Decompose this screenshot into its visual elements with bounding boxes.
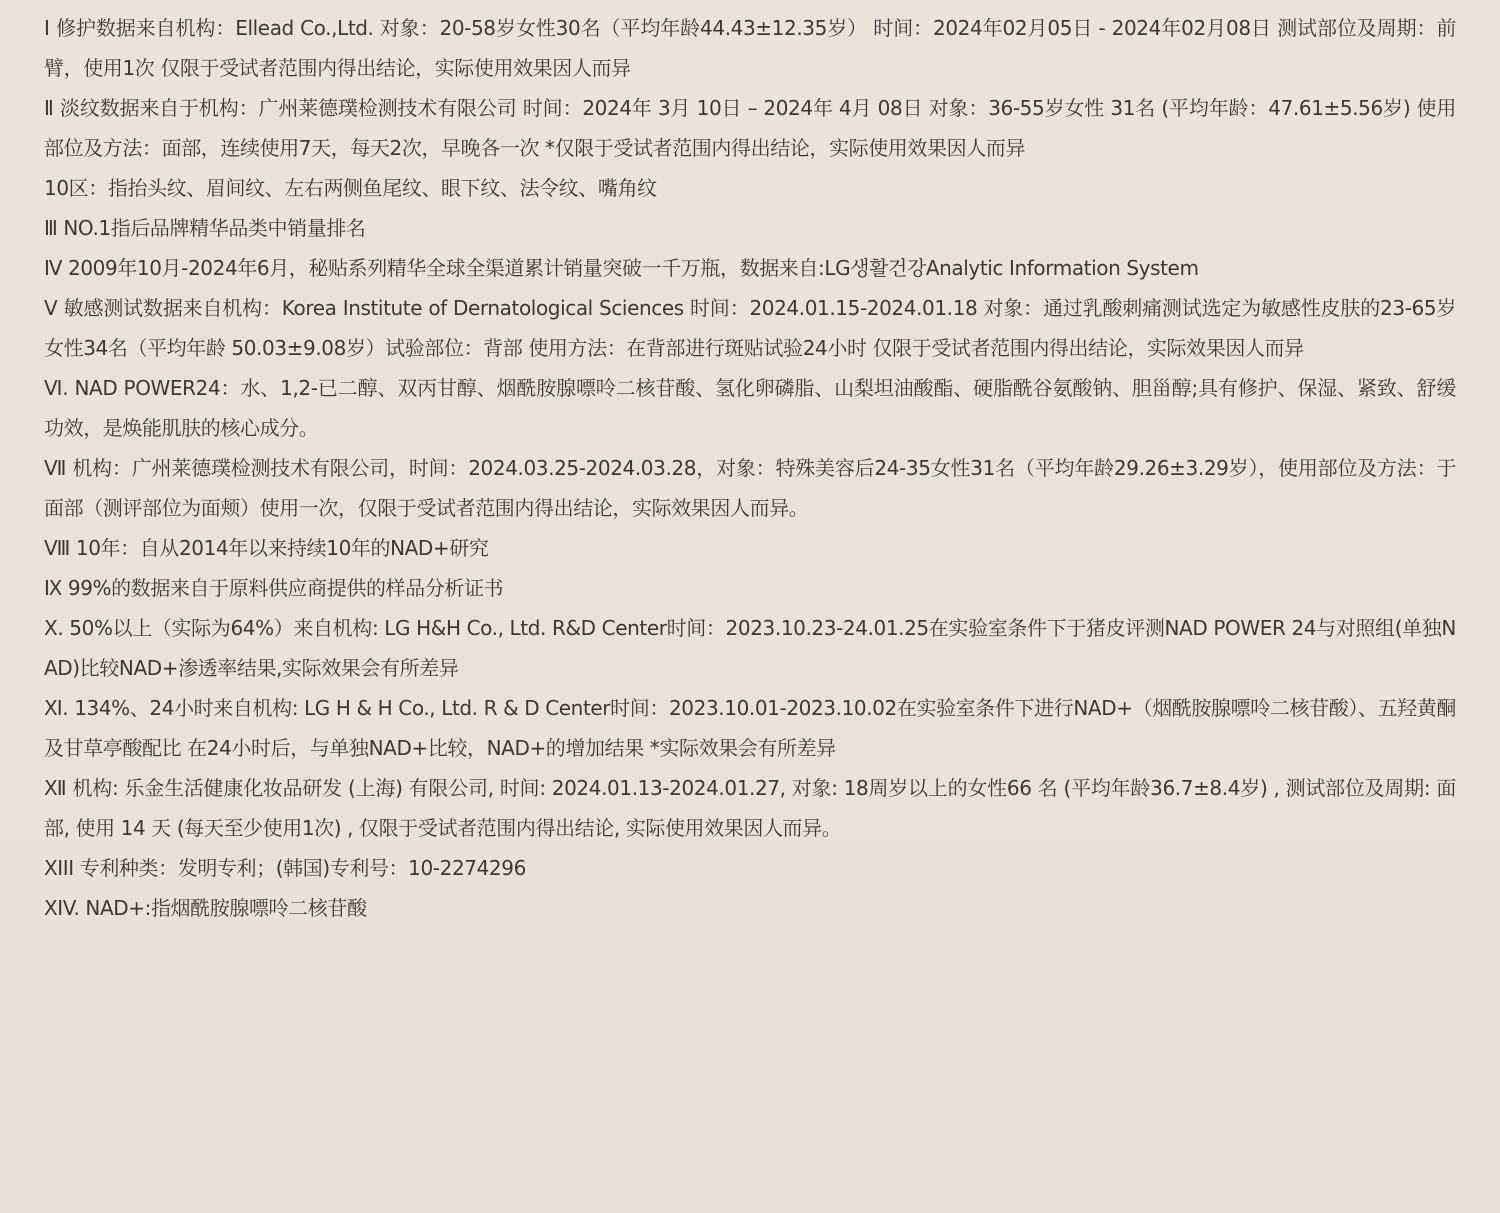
footnote-item: Ⅺ. 134%、24小时来自机构: LG H & H Co., Ltd. R & D Center时间：2023.10.01-2023.10.02在实验室条件下进行NAD+（烟酰胺腺嘌呤二核苷酸）、五羟黄酮及甘草亭酸配比 在24小时后，与单独NAD+比较，NAD+的增加结果 *实际效果会有所差异 — [44, 696, 1456, 760]
footnote-list — [44, 8, 1456, 928]
footnote-item: XIII 专利种类：发明专利；(韩国)专利号：10-2274296 — [44, 856, 526, 880]
footnote-item: XIV. NAD+:指烟酰胺腺嘌呤二核苷酸 — [44, 896, 367, 920]
footnote-item: Ⅵ. NAD POWER24：水、1,2-已二醇、双丙甘醇、烟酰胺腺嘌呤二核苷酸、氢化卵磷脂、山梨坦油酸酯、硬脂酰谷氨酸钠、胆甾醇;具有修护、保湿、紧致、舒缓功效，是焕能肌肤的核心成分。 — [44, 376, 1456, 440]
footnote-item: Ⅻ 机构: 乐金生活健康化妆品研发 (上海) 有限公司, 时间: 2024.01.13-2024.01.27, 对象: 18周岁以上的女性66 名 (平均年龄36.7±8.4岁) , 测试部位及周期: 面部, 使用 14 天 (每天至少使用1次) , 仅限于受试者范围内得出结论, 实际使用效果因人而异。 — [44, 776, 1456, 840]
footnote-item: Ⅰ 修护数据来自机构：Ellead Co.,Ltd. 对象：20-58岁女性30名（平均年龄44.43±12.35岁） 时间：2024年02月05日 - 2024年02月08日 测试部位及周期：前臂，使用1次 仅限于受试者范围内得出结论，实际使用效果因人而异 — [44, 16, 1456, 80]
footnote-item: Ⅴ 敏感测试数据来自机构：Korea Institute of Dernatological Sciences 时间：2024.01.15-2024.01.18 对象：通过乳酸刺痛测试选定为敏感性皮肤的23-65岁女性34名（平均年龄 50.03±9.08岁）试验部位：背部 使用方法：在背部进行斑贴试验24小时 仅限于受试者范围内得出结论，实际效果因人而异 — [44, 296, 1456, 360]
footnote-item: Ⅸ 99%的数据来自于原料供应商提供的样品分析证书 — [44, 576, 504, 600]
footnote-item: 10区：指抬头纹、眉间纹、左右两侧鱼尾纹、眼下纹、法令纹、嘴角纹 — [44, 176, 657, 200]
footnote-item: Ⅷ 10年：自从2014年以来持续10年的NAD+研究 — [44, 536, 489, 560]
footnote-item: Ⅱ 淡纹数据来自于机构：广州莱德璞检测技术有限公司 时间：2024年 3月 10日 – 2024年 4月 08日 对象：36-55岁女性 31名 (平均年龄：47.61±5.56岁) 使用部位及方法：面部，连续使用7天，每天2次，早晚各一次 *仅限于受试者范围内得出结论，实际使用效果因人而异 — [44, 96, 1456, 160]
footnote-item: Ⅶ 机构：广州莱德璞检测技术有限公司，时间：2024.03.25-2024.03.28，对象：特殊美容后24-35女性31名（平均年龄29.26±3.29岁），使用部位及方法：于面部（测评部位为面颊）使用一次，仅限于受试者范围内得出结论，实际效果因人而异。 — [44, 456, 1456, 520]
footnote-item: Ⅲ NO.1指后品牌精华品类中销量排名 — [44, 216, 366, 240]
footnote-item: Ⅳ 2009年10月-2024年6月，秘贴系列精华全球全渠道累计销量突破一千万瓶，数据来自:LG생활건강Analytic Information System — [44, 256, 1199, 280]
footnote-item: Ⅹ. 50%以上（实际为64%）来自机构: LG H&H Co., Ltd. R&D Center时间：2023.10.23-24.01.25在实验室条件下于猪皮评测NAD POWER 24与对照组(单独NAD)比较NAD+渗透率结果,实际效果会有所差异 — [44, 616, 1456, 680]
